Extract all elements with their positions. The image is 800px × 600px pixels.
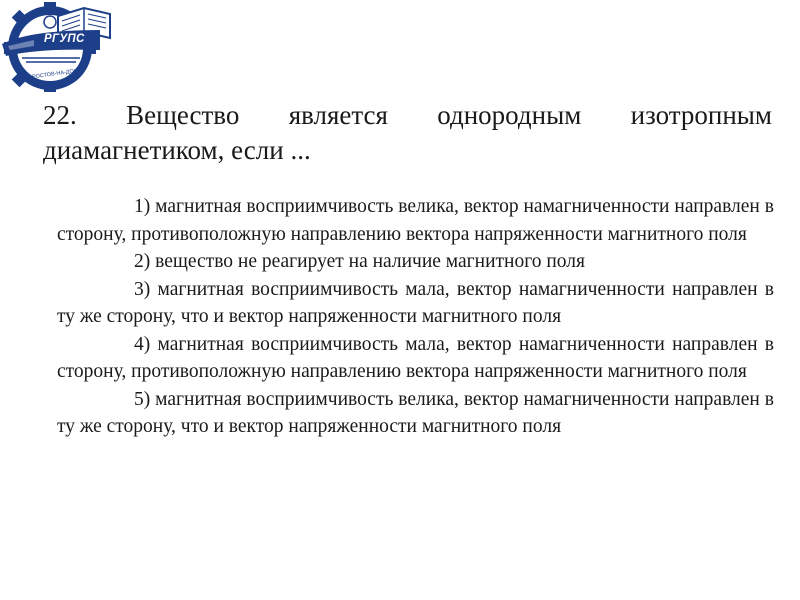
logo-text: РГУПС [44,33,85,45]
university-logo [0,0,116,92]
option-1: 1) магнитная восприимчивость велика, вектор намагниченности направлен в сторону, противоположную направлению вектора напряженности магнитного поля [57,196,774,245]
gear-emblem-icon [0,0,116,92]
option-3: 3) магнитная восприимчивость мала, вектор намагниченности направлен в ту же сторону, что и вектор напряженности магнитного поля [57,278,774,327]
question-text: 22. Вещество является однородным изотропным диамагнетиком, если ... [43,100,772,166]
option-2: 2) вещество не реагирует на наличие магнитного поля [134,251,586,272]
option-5: 5) магнитная восприимчивость велика, вектор намагниченности направлен в ту же сторону, что и вектор напряженности магнитного поля [57,388,774,437]
option-4: 4) магнитная восприимчивость мала, вектор намагниченности направлен в сторону, противоположную направлению вектора напряженности магнитного поля [57,333,774,382]
logo-subtitle: РОСТОВ-НА-ДОНУ [31,67,82,81]
answer-options [57,193,774,441]
